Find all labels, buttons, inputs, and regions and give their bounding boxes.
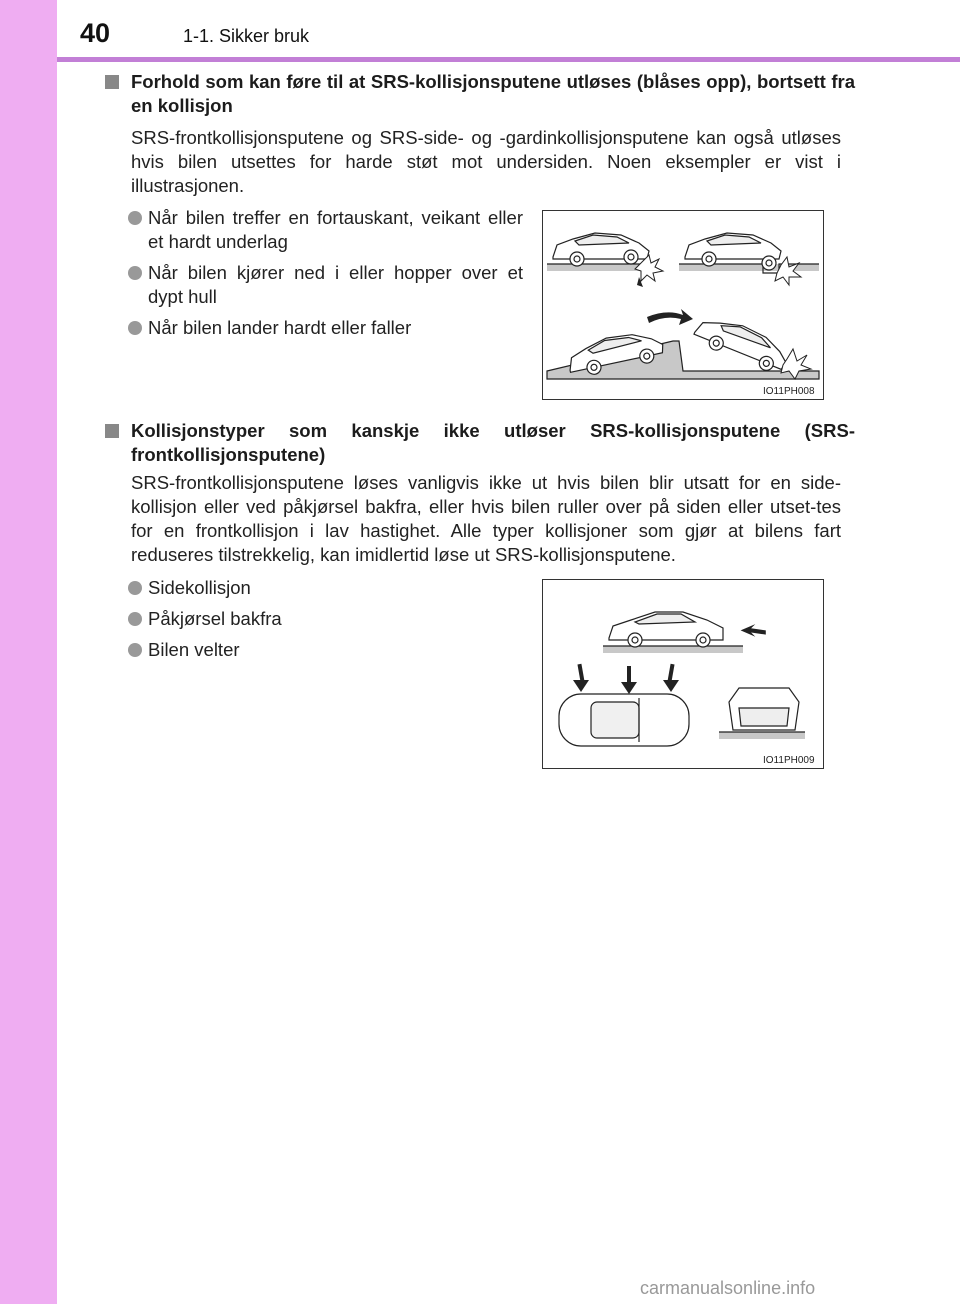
- section1-bullet-1: [128, 206, 523, 254]
- section1-bullet-3: [128, 316, 523, 340]
- bullet-text: Sidekollisjon: [148, 577, 251, 598]
- square-bullet-icon: [105, 424, 119, 438]
- figure-collision-types: [542, 579, 824, 769]
- bullet-text: Når bilen lander hardt eller faller: [148, 317, 412, 338]
- section-title: 1-1. Sikker bruk: [183, 26, 310, 46]
- car-icon: [691, 310, 792, 377]
- round-bullet-icon: [128, 266, 142, 280]
- round-bullet-icon: [128, 581, 142, 595]
- car-top-icon: [559, 694, 689, 746]
- figure-underbody-impacts: [542, 210, 824, 400]
- section1-bullet-2: [128, 261, 523, 309]
- bullet-text: Påkjørsel bakfra: [148, 608, 282, 629]
- section2-bullet-2: [128, 607, 523, 631]
- side-band: [0, 0, 57, 1304]
- section2-heading-text: Kollisjonstyper som kanskje ikke utløser SRS-kollisjonsputene (SRS-frontkollisjonsputene): [131, 420, 855, 465]
- car-overturned-icon: [729, 688, 799, 730]
- bullet-text: Når bilen treffer en fortauskant, veikant eller et hardt underlag: [148, 207, 523, 252]
- bullet-text: Bilen velter: [148, 639, 240, 660]
- page-number: 40: [80, 18, 111, 48]
- collision-types-illustration: [543, 580, 823, 768]
- header-rule: [57, 57, 960, 62]
- round-bullet-icon: [128, 612, 142, 626]
- arrow-icon: [573, 664, 679, 694]
- square-bullet-icon: [105, 75, 119, 89]
- round-bullet-icon: [128, 643, 142, 657]
- car-icon: [609, 612, 723, 647]
- section2-bullet-3: [128, 638, 523, 662]
- section2-heading: [105, 419, 855, 467]
- section1-heading: [105, 70, 855, 118]
- round-bullet-icon: [128, 211, 142, 225]
- ground-strip: [547, 264, 647, 271]
- footer-watermark: carmanualsonline.info: [640, 1278, 816, 1298]
- figure-code: IO11PH008: [763, 386, 815, 397]
- section1-heading-text: Forhold som kan føre til at SRS-kollisjonsputene utløses (blåses opp), bortsett fra en kollisjon: [131, 71, 855, 116]
- underbody-impacts-illustration: [543, 211, 823, 399]
- arrow-icon: [741, 624, 766, 637]
- section1-body: SRS-frontkollisjonsputene og SRS-side- og -gardinkollisjonsputene kan også utløses hvis bilen utsettes for harde støt mot undersiden. Noen eksempler er vist i illustrasjonen.: [131, 127, 841, 196]
- section2-bullet-1: [128, 576, 523, 600]
- car-icon: [553, 233, 649, 266]
- arrow-icon: [647, 309, 693, 325]
- round-bullet-icon: [128, 321, 142, 335]
- bullet-text: Når bilen kjører ned i eller hopper over et dypt hull: [148, 262, 523, 307]
- figure-code: IO11PH009: [763, 755, 815, 766]
- section2-body: SRS-frontkollisjonsputene løses vanligvis ikke ut hvis bilen blir utsatt for en side-kollisjon eller ved påkjørsel bakfra, eller hvis bilen ruller over på siden eller utset-tes for en frontkollisjon i lav hastighet. Alle typer kollisjoner som gjør at bilens fart reduseres tilstrekkelig, kan imidlertid løse ut SRS-kollisjonsputene.: [131, 472, 841, 565]
